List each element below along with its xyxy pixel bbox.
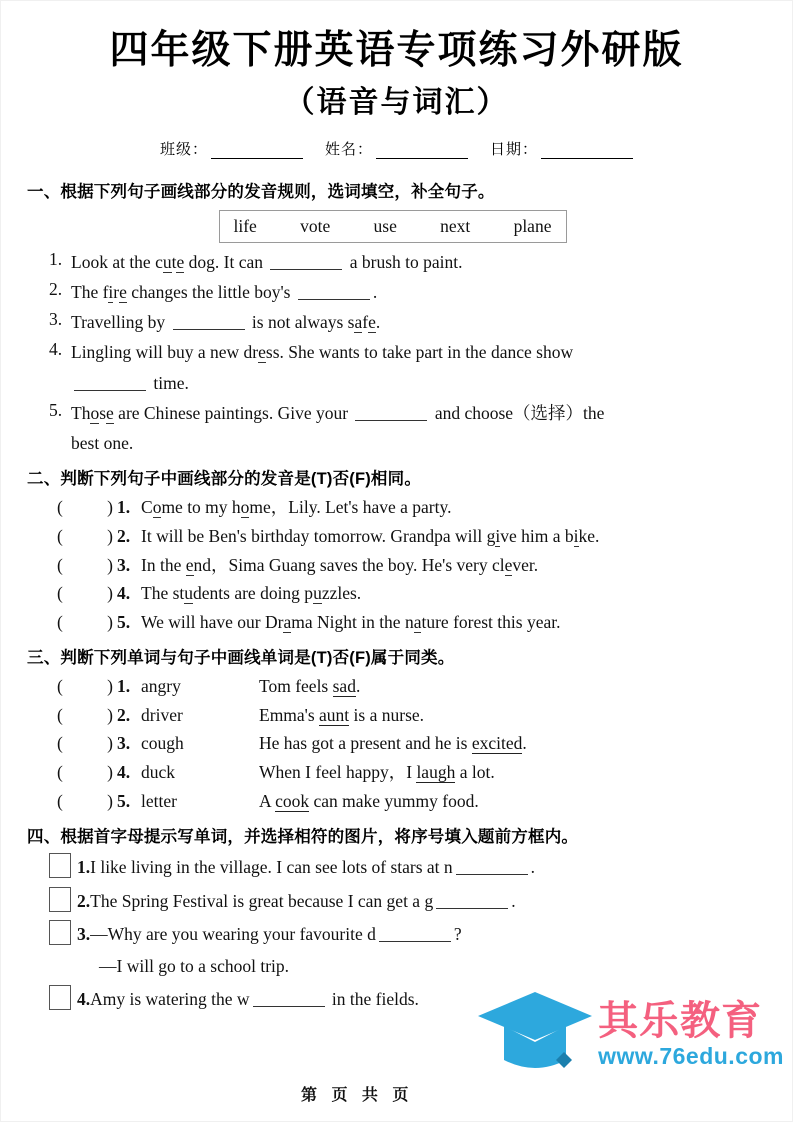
section-3-heading: 三、判断下列单词与句子中画线单词是(T)否(F)属于同类。 xyxy=(27,649,455,668)
item-text: The students are doing puzzles. xyxy=(141,583,362,604)
date-label: 日期： xyxy=(490,140,539,158)
item-number: 2. xyxy=(49,278,63,299)
item-word: angry xyxy=(141,676,181,697)
item-suffix: ? xyxy=(453,923,462,944)
list-item xyxy=(57,702,758,729)
item-number: 4. xyxy=(117,762,131,783)
item-prompt: —Why are you wearing your favourite d xyxy=(90,923,376,944)
answer-blank[interactable] xyxy=(298,285,370,300)
item-number: 1. xyxy=(77,857,91,878)
list-item xyxy=(57,552,758,579)
list-item xyxy=(57,494,758,521)
item-text: It will be Ben's birthday tomorrow. Grandpa will give him a bike. xyxy=(141,525,600,546)
answer-parentheses[interactable]: ( ) xyxy=(57,583,113,604)
list-item xyxy=(57,580,758,607)
word-bank-item: plane xyxy=(513,215,552,236)
item-number: 1. xyxy=(117,676,131,697)
word-bank-item: life xyxy=(233,215,257,236)
answer-parentheses[interactable]: ( ) xyxy=(57,611,113,632)
item-number: 4. xyxy=(49,339,63,360)
logo-text xyxy=(598,1001,784,1068)
item-text: When I feel happy，I laugh a lot. xyxy=(259,762,495,783)
class-input-blank[interactable] xyxy=(211,143,303,159)
list-item xyxy=(49,339,758,365)
item-number: 5. xyxy=(117,790,131,811)
section-2-items xyxy=(57,494,758,635)
item-answer-line: —I will go to a school trip. xyxy=(99,956,290,977)
item-number: 2. xyxy=(77,890,91,911)
list-item xyxy=(49,920,758,947)
item-suffix: in the fields. xyxy=(327,989,419,1010)
item-suffix: . xyxy=(511,890,516,911)
class-label: 班级： xyxy=(159,140,208,158)
item-text xyxy=(77,985,419,1012)
answer-blank[interactable] xyxy=(253,992,325,1007)
item-word: driver xyxy=(141,704,183,725)
item-text: We will have our Drama Night in the nature forest this year. xyxy=(141,611,561,632)
item-word: letter xyxy=(141,790,177,811)
section-1-items xyxy=(49,249,758,457)
item-word: cough xyxy=(141,733,184,754)
page-subtitle: （语音与词汇） xyxy=(284,85,509,119)
section-2-heading: 二、判断下列句子中画线部分的发音是(T)否(F)相同。 xyxy=(27,470,422,489)
item-number: 3. xyxy=(117,554,131,575)
answer-blank[interactable] xyxy=(74,376,146,391)
item-word: duck xyxy=(141,762,176,783)
student-info-line xyxy=(1,138,792,159)
word-bank-item: next xyxy=(440,215,471,236)
answer-parentheses[interactable]: ( ) xyxy=(57,554,113,575)
answer-parentheses[interactable]: ( ) xyxy=(57,497,113,518)
list-item xyxy=(49,853,758,880)
answer-parentheses[interactable]: ( ) xyxy=(57,704,113,725)
item-text: He has got a present and he is excited. xyxy=(259,733,527,754)
item-text: Look at the cute dog. It can a brush to paint. xyxy=(71,251,463,272)
page-number: 第 页 共 页 xyxy=(301,1087,414,1104)
answer-parentheses[interactable]: ( ) xyxy=(57,790,113,811)
logo-brand-name: 其乐教育 xyxy=(598,999,763,1043)
answer-checkbox[interactable] xyxy=(49,887,71,912)
item-number: 3. xyxy=(49,309,63,330)
item-number: 5. xyxy=(49,399,63,420)
page-title: 四年级下册英语专项练习外研版 xyxy=(109,29,684,72)
item-suffix: . xyxy=(530,857,536,878)
item-text xyxy=(77,853,535,880)
item-text-continued: time. xyxy=(71,370,758,396)
item-prompt: I like living in the village. I can see lots of stars at n xyxy=(90,857,453,878)
item-number: 3. xyxy=(77,923,91,944)
list-item xyxy=(49,400,758,426)
section-1-heading: 一、根据下列句子画线部分的发音规则，选词填空，补全句子。 xyxy=(27,182,495,201)
list-item xyxy=(49,249,758,275)
title-block xyxy=(1,1,792,122)
worksheet-content xyxy=(1,159,792,1013)
answer-blank[interactable] xyxy=(379,927,451,942)
item-number: 3. xyxy=(117,733,131,754)
list-item xyxy=(49,279,758,305)
item-number: 4. xyxy=(77,989,91,1010)
list-item xyxy=(57,788,758,815)
list-item xyxy=(49,309,758,335)
list-item xyxy=(57,523,758,550)
item-number: 5. xyxy=(117,611,131,632)
section-4-heading: 四、根据首字母提示写单词，并选择相符的图片，将序号填入题前方框内。 xyxy=(27,828,579,847)
answer-blank[interactable] xyxy=(456,860,528,875)
date-input-blank[interactable] xyxy=(541,143,633,159)
list-item xyxy=(57,759,758,786)
date-field[interactable] xyxy=(490,138,633,159)
answer-parentheses[interactable]: ( ) xyxy=(57,733,113,754)
item-text: Travelling by is not always safe. xyxy=(71,312,381,333)
section-3-items xyxy=(57,673,758,814)
item-text: Emma's aunt is a nurse. xyxy=(259,704,425,725)
item-text: Lingling will buy a new dress. She wants to take part in the dance show xyxy=(71,342,574,363)
answer-parentheses[interactable]: ( ) xyxy=(57,525,113,546)
class-field[interactable] xyxy=(160,138,303,159)
word-bank-item: use xyxy=(373,215,397,236)
list-item xyxy=(57,609,758,636)
answer-parentheses[interactable]: ( ) xyxy=(57,676,113,697)
item-text xyxy=(77,920,462,947)
item-number: 1. xyxy=(117,497,131,518)
item-text-continued: best one. xyxy=(71,433,134,454)
item-text: In the end，Sima Guang saves the boy. He's very clever. xyxy=(141,554,539,575)
graduation-cap-icon xyxy=(476,986,594,1083)
logo-website-url: www.76edu.com xyxy=(598,1043,784,1069)
word-bank-item: vote xyxy=(300,215,331,236)
item-number: 1. xyxy=(49,248,63,269)
item-text: The fire changes the little boy's . xyxy=(71,281,378,302)
item-number: 2. xyxy=(117,525,131,546)
answer-blank[interactable] xyxy=(173,315,245,330)
item-number: 2. xyxy=(117,704,131,725)
word-bank xyxy=(219,210,567,243)
item-number: 4. xyxy=(117,583,131,604)
item-prompt: The Spring Festival is great because I can get a g xyxy=(90,890,434,911)
answer-checkbox[interactable] xyxy=(49,853,71,878)
name-input-blank[interactable] xyxy=(376,143,468,159)
item-text: Those are Chinese paintings. Give your and choose（选择）the xyxy=(71,402,605,423)
answer-checkbox[interactable] xyxy=(49,920,71,945)
list-item xyxy=(57,730,758,757)
item-text: Tom feels sad. xyxy=(259,676,361,697)
item-text: A cook can make yummy food. xyxy=(259,790,479,811)
answer-parentheses[interactable]: ( ) xyxy=(57,762,113,783)
list-item xyxy=(57,673,758,700)
answer-blank[interactable] xyxy=(355,406,427,421)
answer-blank[interactable] xyxy=(270,255,342,270)
brand-logo xyxy=(476,986,784,1083)
name-label: 姓名： xyxy=(324,140,373,158)
answer-blank[interactable] xyxy=(436,894,508,909)
answer-checkbox[interactable] xyxy=(49,985,71,1010)
name-field[interactable] xyxy=(325,138,468,159)
item-text: Come to my home，Lily. Let's have a party. xyxy=(141,497,452,518)
item-prompt: Amy is watering the w xyxy=(90,989,250,1010)
item-text xyxy=(77,887,516,914)
list-item xyxy=(49,887,758,914)
